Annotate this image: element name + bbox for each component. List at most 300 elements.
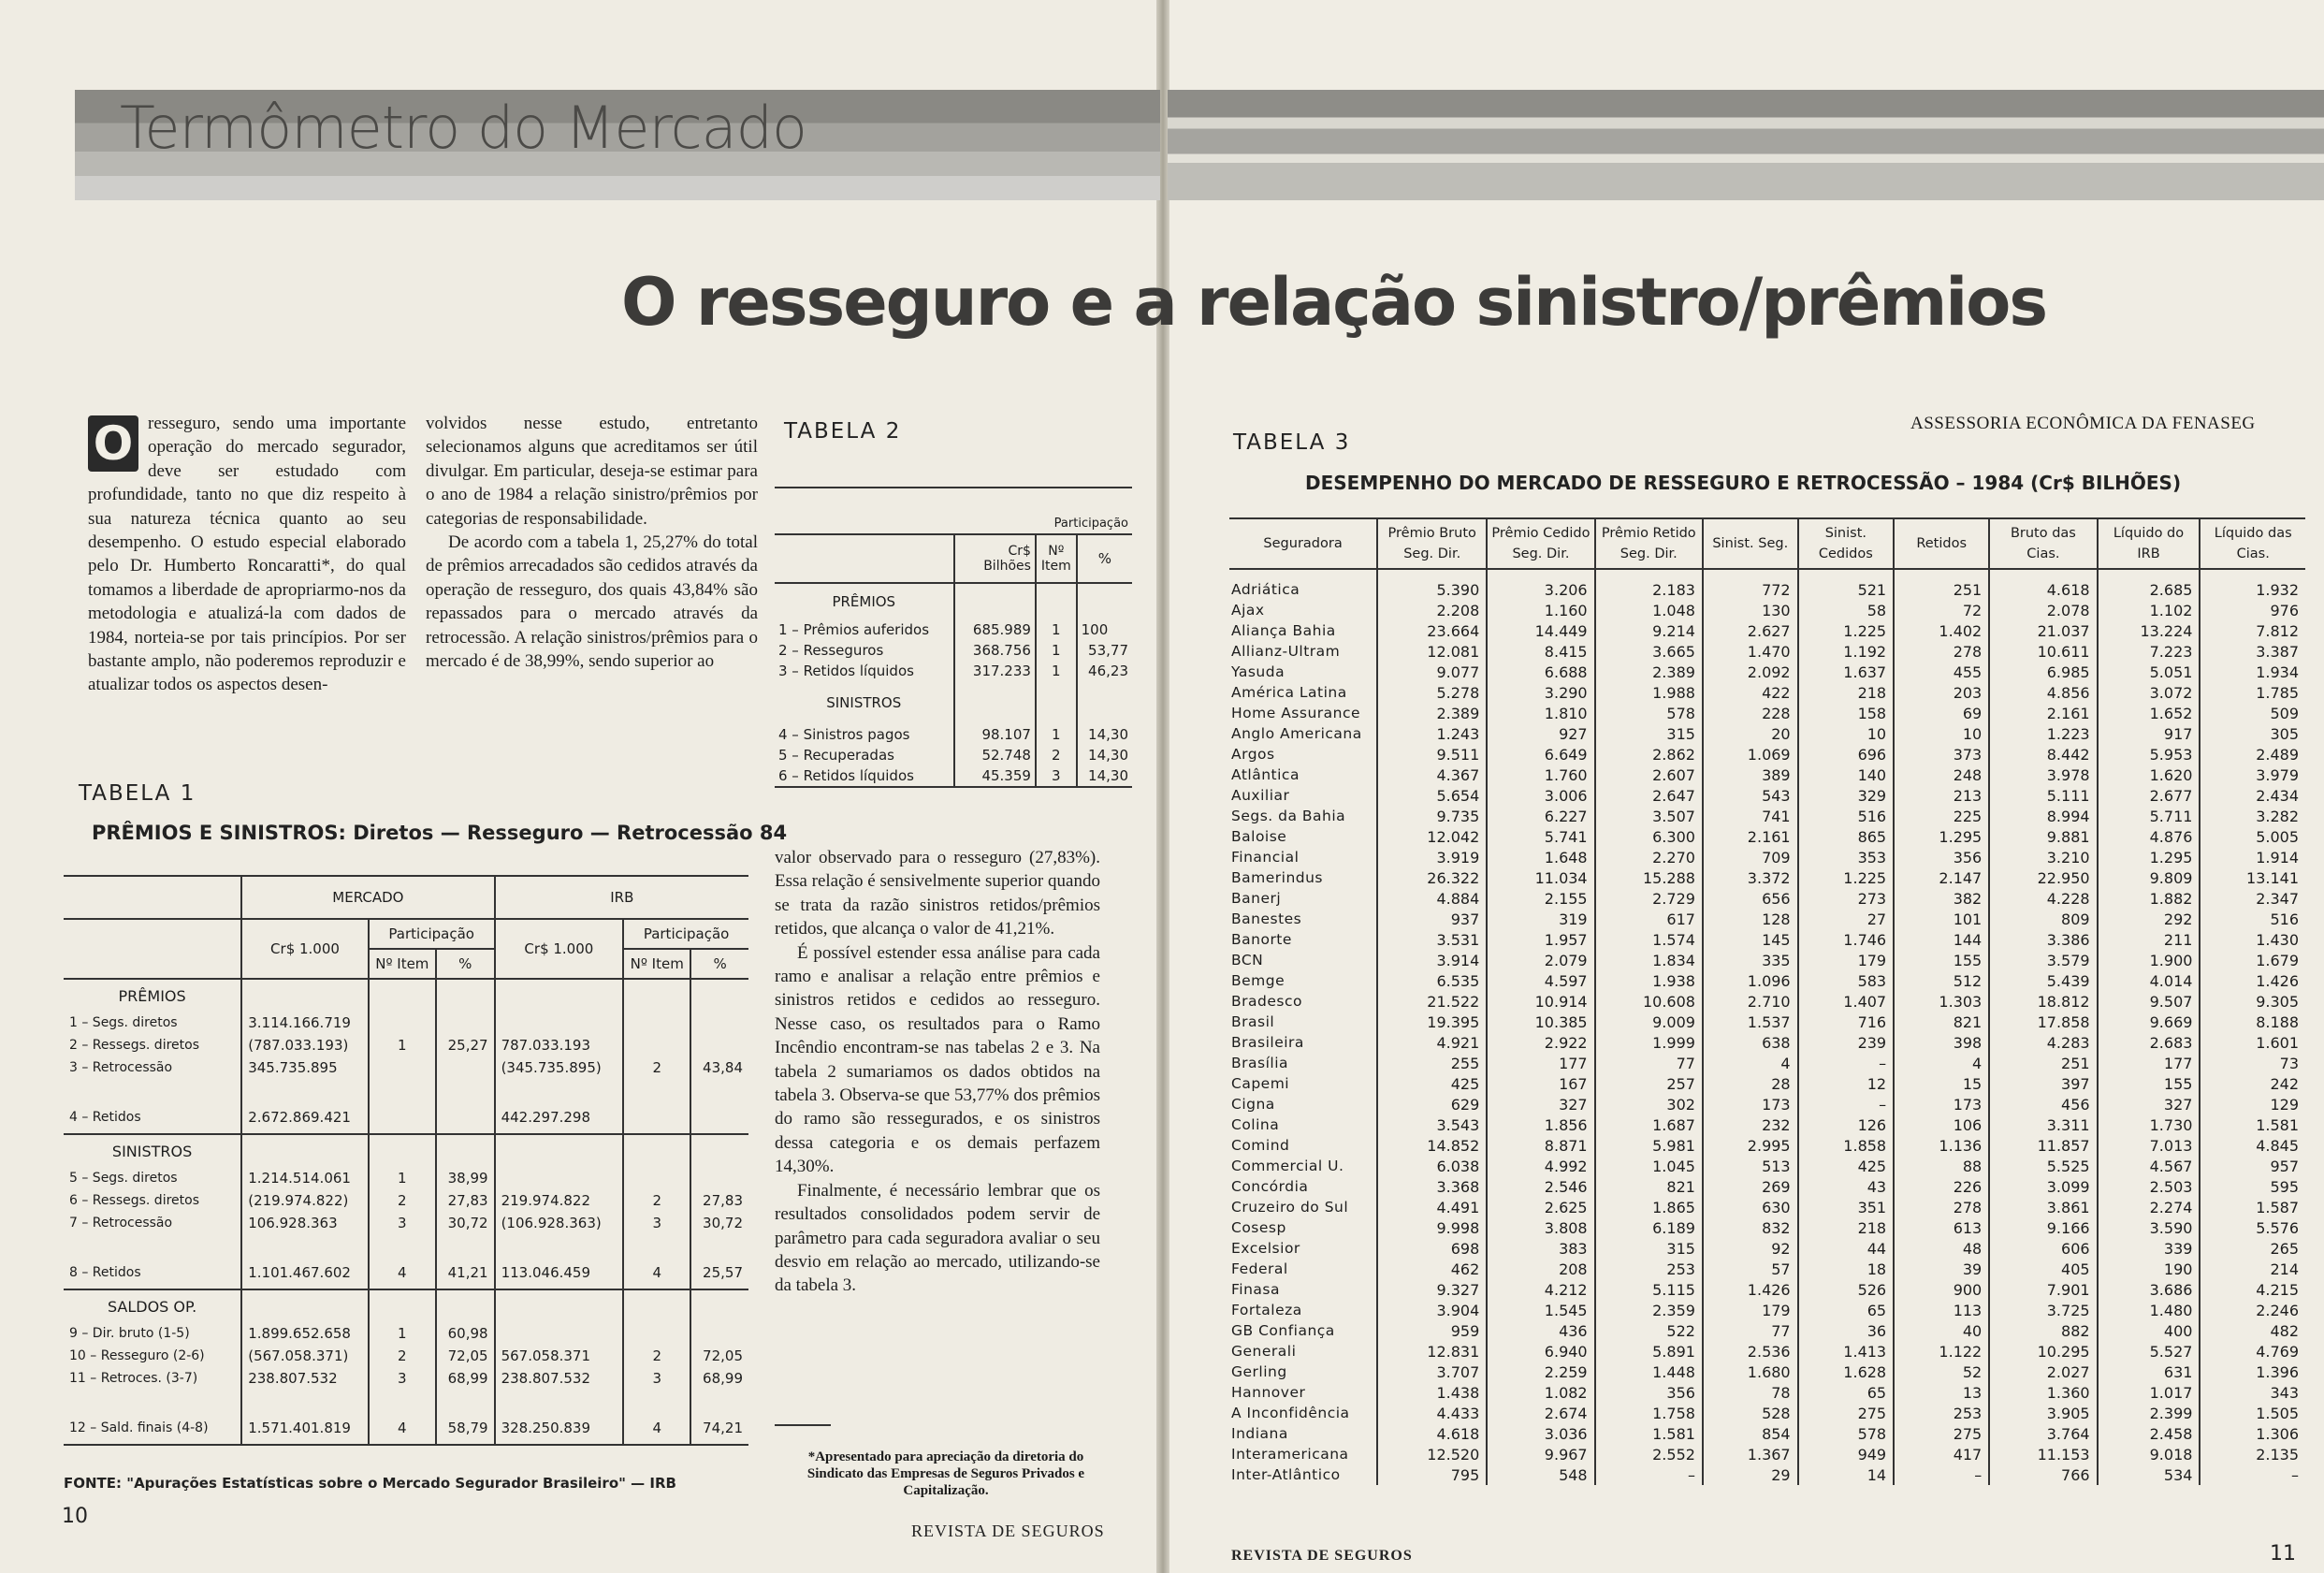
col-sinist-seg: Sinist. Seg. [1703, 518, 1798, 569]
table-cell: – [1894, 1464, 1989, 1485]
table-row: 12 – Sald. finais (4-8) 1.571.401.819 4 58,79 328.250.839 4 74,21 [64, 1412, 748, 1445]
col-premio-bruto: Prêmio Bruto Seg. Dir. [1377, 518, 1487, 569]
table-cell: 57 [1703, 1259, 1798, 1279]
table-cell: 1.834 [1595, 950, 1703, 970]
seguradora-name: Home Assurance [1231, 705, 1361, 721]
table-cell: 11.857 [1989, 1135, 2097, 1156]
table-row [1229, 970, 2305, 991]
table-cell: 58 [1798, 600, 1895, 620]
table2 [775, 487, 1132, 788]
table-row [1229, 1464, 2305, 1485]
table-cell: 821 [1595, 1176, 1703, 1197]
table-cell: 1.295 [2098, 847, 2201, 867]
table-row [1229, 1341, 2305, 1362]
table-cell: 12 [1798, 1073, 1895, 1094]
table-cell: 179 [1798, 950, 1895, 970]
col-premio-retido: Prêmio Retido Seg. Dir. [1595, 518, 1703, 569]
article-paragraph: volvidos nesse estudo, entretanto selecionamos alguns que acreditamos ser útil divulgar. Em particular, deseja-se estimar para o ano de 1984 a relação sinistro/prêmios por categorias de responsabilidade. [426, 414, 758, 529]
table-cell: 606 [1989, 1238, 2097, 1259]
table-cell: 8.871 [1487, 1135, 1594, 1156]
table-row [1229, 1012, 2305, 1032]
table-cell: 3.387 [2200, 641, 2305, 662]
table-cell: 44 [1798, 1238, 1895, 1259]
table-cell: 12.831 [1377, 1341, 1487, 1362]
table-cell: 548 [1487, 1464, 1594, 1485]
seguradora-name: Comind [1231, 1137, 1290, 1154]
table-row [1229, 620, 2305, 641]
table-cell: 10.611 [1989, 641, 2097, 662]
seguradora-name: Colina [1231, 1116, 1280, 1133]
article-column-1 [88, 412, 406, 697]
table-cell: 15 [1894, 1073, 1989, 1094]
table-row [1229, 1135, 2305, 1156]
table-cell: 696 [1798, 744, 1895, 765]
table-cell: 88 [1894, 1156, 1989, 1176]
table-cell: 1.679 [2200, 950, 2305, 970]
table-cell: 865 [1798, 826, 1895, 847]
table-cell: 3.368 [1377, 1176, 1487, 1197]
table-cell: 583 [1798, 970, 1895, 991]
table-row [1229, 600, 2305, 620]
table-cell: 1.480 [2098, 1300, 2201, 1320]
table-row [1229, 991, 2305, 1012]
table-cell: 5.390 [1377, 569, 1487, 600]
table-cell: 72 [1894, 600, 1989, 620]
table-cell: 9.018 [2098, 1444, 2201, 1464]
table-cell: 741 [1703, 806, 1798, 826]
table-row: 2 – Ressegs. diretos (787.033.193) 1 25,27 787.033.193 [64, 1034, 748, 1056]
seguradora-name: Gerling [1231, 1363, 1287, 1380]
page-number-left: 10 [62, 1505, 88, 1528]
table-cell: 2.489 [2200, 744, 2305, 765]
table3-subtitle: DESEMPENHO DO MERCADO DE RESSEGURO E RETROCESSÃO – 1984 (Cr$ BILHÕES) [1305, 472, 2182, 494]
table-cell: 4.567 [2098, 1156, 2201, 1176]
seguradora-name: América Latina [1231, 684, 1347, 701]
table-cell: 22.950 [1989, 867, 2097, 888]
seguradora-name: A Inconfidência [1231, 1405, 1350, 1421]
article-paragraph: valor observado para o resseguro (27,83%). Essa relação é sensivelmente superior quando se trata da razão sinistros retidos/prêmios retidos, que alcança o valor de 41,21%. [775, 848, 1100, 939]
table-cell: 126 [1798, 1114, 1895, 1135]
seguradora-name: Cigna [1231, 1096, 1275, 1113]
seguradora-name: Argos [1231, 746, 1275, 763]
table-cell: 3.904 [1377, 1300, 1487, 1320]
table-cell: 12.081 [1377, 641, 1487, 662]
seguradora-name: Fortaleza [1231, 1302, 1302, 1318]
table-cell: 129 [2200, 1094, 2305, 1114]
table-cell: 43 [1798, 1176, 1895, 1197]
table-cell: 2.161 [1703, 826, 1798, 847]
table-cell: 3.707 [1377, 1362, 1487, 1382]
table-cell: 462 [1377, 1259, 1487, 1279]
table-row [1229, 1444, 2305, 1464]
table-cell: 1.785 [2200, 682, 2305, 703]
table-cell: 15.288 [1595, 867, 1703, 888]
table-cell: 218 [1798, 1217, 1895, 1238]
table-cell: 1.448 [1595, 1362, 1703, 1382]
table-cell: 315 [1595, 1238, 1703, 1259]
table-cell: 976 [2200, 600, 2305, 620]
table-cell: 534 [2098, 1464, 2201, 1485]
table-cell: 1.758 [1595, 1403, 1703, 1423]
table-cell: 2.347 [2200, 888, 2305, 909]
table-cell: 190 [2098, 1259, 2201, 1279]
seguradora-name: Banorte [1231, 931, 1292, 948]
seguradora-name: Brasil [1231, 1013, 1275, 1030]
table-row [1229, 1032, 2305, 1053]
table-cell: 509 [2200, 703, 2305, 723]
table-cell: 1.858 [1798, 1135, 1895, 1156]
seguradora-name: Brasileira [1231, 1034, 1304, 1051]
page-number-right: 11 [2270, 1542, 2296, 1566]
table-cell: 638 [1703, 1032, 1798, 1053]
table-cell: 7.223 [2098, 641, 2201, 662]
table-cell: 353 [1798, 847, 1895, 867]
table-cell: 1.438 [1377, 1382, 1487, 1403]
seguradora-name: Banerj [1231, 890, 1282, 907]
seguradora-name: GB Confiança [1231, 1322, 1335, 1339]
seguradora-name: Commercial U. [1231, 1158, 1344, 1174]
table-cell: 1.430 [2200, 929, 2305, 950]
table-cell: 6.535 [1377, 970, 1487, 991]
table-cell: 422 [1703, 682, 1798, 703]
table-cell: – [1798, 1053, 1895, 1073]
table-cell: 959 [1377, 1320, 1487, 1341]
table-cell: 2.995 [1703, 1135, 1798, 1156]
table-cell: 1.243 [1377, 723, 1487, 744]
table-cell: 6.300 [1595, 826, 1703, 847]
table-row: 4 – Retidos 2.672.869.421 442.297.298 [64, 1101, 748, 1134]
table-cell: 1.601 [2200, 1032, 2305, 1053]
table-cell: 397 [1989, 1073, 2097, 1094]
table-cell: 10.295 [1989, 1341, 2097, 1362]
table-cell: 5.051 [2098, 662, 2201, 682]
seguradora-name: Brasília [1231, 1055, 1288, 1071]
table-cell: 327 [1487, 1094, 1594, 1114]
table-row [1229, 1217, 2305, 1238]
table-cell: 4.884 [1377, 888, 1487, 909]
table-cell: 2.399 [2098, 1403, 2201, 1423]
table-cell: 211 [2098, 929, 2201, 950]
table-cell: 2.677 [2098, 785, 2201, 806]
col-bruto-cias: Bruto das Cias. [1989, 518, 2097, 569]
seguradora-name: Bamerindus [1231, 869, 1324, 886]
seguradora-name: Baloise [1231, 828, 1287, 845]
table-cell: 795 [1377, 1464, 1487, 1485]
article-paragraph: Finalmente, é necessário lembrar que os resultados consolidados podem servir de parâmetro para cada seguradora avaliar o seu desvio em relação ao mercado, utilizando-se da tabela 3. [775, 1180, 1100, 1296]
col-pct: % [436, 949, 495, 979]
table-cell: 2.674 [1487, 1403, 1594, 1423]
table-row [1229, 1279, 2305, 1300]
table-cell: 351 [1798, 1197, 1895, 1217]
table-cell: 278 [1894, 641, 1989, 662]
col-liquido-cias: Líquido das Cias. [2200, 518, 2305, 569]
table-cell: 10 [1798, 723, 1895, 744]
seguradora-name: Banestes [1231, 910, 1302, 927]
table-cell: 578 [1798, 1423, 1895, 1444]
table-cell: 6.227 [1487, 806, 1594, 826]
table-cell: 2.458 [2098, 1423, 2201, 1444]
table-cell: 5.891 [1595, 1341, 1703, 1362]
table-cell: 631 [2098, 1362, 2201, 1382]
header-band-right [1168, 90, 2324, 200]
table-cell: 389 [1703, 765, 1798, 785]
table-cell: 179 [1703, 1300, 1798, 1320]
table-cell: 128 [1703, 909, 1798, 929]
table-cell: 17.858 [1989, 1012, 2097, 1032]
table-cell: 5.741 [1487, 826, 1594, 847]
table-cell: 315 [1595, 723, 1703, 744]
table-row [1229, 1300, 2305, 1320]
seguradora-name: Interamericana [1231, 1446, 1349, 1463]
table-cell: 854 [1703, 1423, 1798, 1444]
table-cell: 1.637 [1798, 662, 1895, 682]
table-cell: 2.208 [1377, 600, 1487, 620]
table-cell: 1.160 [1487, 600, 1594, 620]
table-cell: 2.274 [2098, 1197, 2201, 1217]
table-cell: 3.072 [2098, 682, 2201, 703]
table-cell: 232 [1703, 1114, 1798, 1135]
group-mercado: MERCADO [241, 876, 494, 919]
table-cell: 2.685 [2098, 569, 2201, 600]
table-cell: 1.122 [1894, 1341, 1989, 1362]
table-cell: 613 [1894, 1217, 1989, 1238]
col-sinist-cedidos: Sinist. Cedidos [1798, 518, 1895, 569]
table-cell: 14.449 [1487, 620, 1594, 641]
table-cell: 1.957 [1487, 929, 1594, 950]
table3 [1229, 517, 2305, 1485]
table-row: 3 – Retidos líquidos 317.233 1 46,23 [775, 661, 1132, 681]
section-title: Termômetro do Mercado [120, 94, 806, 162]
table-cell: 113 [1894, 1300, 1989, 1320]
table-cell: 13.141 [2200, 867, 2305, 888]
table-row: 3 – Retrocessão 345.735.895 (345.735.895) 2 43,84 [64, 1056, 748, 1079]
table-cell: 5.527 [2098, 1341, 2201, 1362]
table-cell: 130 [1703, 600, 1798, 620]
table-cell: 269 [1703, 1176, 1798, 1197]
table-cell: 2.092 [1703, 662, 1798, 682]
table-cell: 1.505 [2200, 1403, 2305, 1423]
table-cell: 158 [1798, 703, 1895, 723]
table-row: 11 – Retroces. (3-7) 238.807.532 3 68,99 238.807.532 3 68,99 [64, 1367, 748, 1390]
table-cell: 1.413 [1798, 1341, 1895, 1362]
seguradora-name: Cosesp [1231, 1219, 1286, 1236]
table-cell: 144 [1894, 929, 1989, 950]
table-cell: 8.188 [2200, 1012, 2305, 1032]
table-row [1229, 1238, 2305, 1259]
table-cell: 9.305 [2200, 991, 2305, 1012]
table-cell: 6.688 [1487, 662, 1594, 682]
seguradora-name: Atlântica [1231, 766, 1300, 783]
col-retidos: Retidos [1894, 518, 1989, 569]
article-paragraph: É possível estender essa análise para cada ramo e analisar a relação entre prêmios e sinistros retidos e cedidos ao resseguro. Nesse caso, os resultados para o Ramo Incêndio encontram-se nas tabelas 2 e 3. Na tabela 2 sumariamos os dados obtidos na tabela 3. Observa-se que 53,77% dos prêmios do ramo são ressegurados, e os sinistros dessa categoria e os demais perfazem 14,30%. [775, 942, 1100, 1177]
footnote-rule [775, 1424, 831, 1426]
table-cell: 6.985 [1989, 662, 2097, 682]
table-cell: 4.618 [1377, 1423, 1487, 1444]
table-cell: 173 [1703, 1094, 1798, 1114]
table-cell: 9.327 [1377, 1279, 1487, 1300]
table-cell: 239 [1798, 1032, 1895, 1053]
table-cell: 248 [1894, 765, 1989, 785]
table-cell: 69 [1894, 703, 1989, 723]
section-sinistros: SINISTROS [826, 694, 902, 711]
table-cell: 8.994 [1989, 806, 2097, 826]
table1-subtitle: PRÊMIOS E SINISTROS: Diretos — Resseguro — Retrocessão 84 [92, 822, 788, 844]
table-cell: 512 [1894, 970, 1989, 991]
table-cell: 1.730 [2098, 1114, 2201, 1135]
table-row [1229, 847, 2305, 867]
table-cell: 809 [1989, 909, 2097, 929]
table-cell: 302 [1595, 1094, 1703, 1114]
table-cell: 2.155 [1487, 888, 1594, 909]
table-cell: 436 [1487, 1320, 1594, 1341]
table-cell: 3.507 [1595, 806, 1703, 826]
col-seguradora: Seguradora [1263, 536, 1343, 551]
table-cell: 173 [1894, 1094, 1989, 1114]
table-cell: 2.536 [1703, 1341, 1798, 1362]
table-cell: 766 [1989, 1464, 2097, 1485]
table-cell: 2.546 [1487, 1176, 1594, 1197]
table1-source: FONTE: "Apurações Estatísticas sobre o Mercado Segurador Brasileiro" — IRB [64, 1475, 676, 1492]
table-cell: 1.306 [2200, 1423, 2305, 1444]
table-cell: 1.988 [1595, 682, 1703, 703]
table-cell: 12.520 [1377, 1444, 1487, 1464]
table-cell: 3.808 [1487, 1217, 1594, 1238]
table-cell: 3.979 [2200, 765, 2305, 785]
table-cell: 1.396 [2200, 1362, 2305, 1382]
table-cell: 155 [1894, 950, 1989, 970]
table-cell: 1.069 [1703, 744, 1798, 765]
table-row [1229, 744, 2305, 765]
table-cell: 335 [1703, 950, 1798, 970]
table-cell: 3.590 [2098, 1217, 2201, 1238]
table-cell: 5.278 [1377, 682, 1487, 703]
table-cell: 20 [1703, 723, 1798, 744]
table-cell: 3.579 [1989, 950, 2097, 970]
table-cell: 275 [1894, 1423, 1989, 1444]
table-cell: 2.359 [1595, 1300, 1703, 1320]
table-cell: 2.434 [2200, 785, 2305, 806]
table-row [1229, 785, 2305, 806]
table-cell: 9.214 [1595, 620, 1703, 641]
seguradora-name: Capemi [1231, 1075, 1290, 1092]
table-cell: 3.861 [1989, 1197, 2097, 1217]
table-row [1229, 765, 2305, 785]
seguradora-name: Indiana [1231, 1425, 1288, 1442]
table-cell: 528 [1703, 1403, 1798, 1423]
table-cell: 1.537 [1703, 1012, 1798, 1032]
footnote: *Apresentado para apreciação da diretoria do Sindicato das Empresas de Seguros Privados e Capitalização. [806, 1449, 1085, 1498]
table-cell: 92 [1703, 1238, 1798, 1259]
table-cell: 2.607 [1595, 765, 1703, 785]
table-row: 6 – Retidos líquidos 45.359 3 14,30 [775, 765, 1132, 787]
table-cell: 11.153 [1989, 1444, 2097, 1464]
table-cell: 2.135 [2200, 1444, 2305, 1464]
table-cell: 3.919 [1377, 847, 1487, 867]
table-cell: 1.426 [1703, 1279, 1798, 1300]
table-cell: 225 [1894, 806, 1989, 826]
table-cell: 3.290 [1487, 682, 1594, 703]
table-cell: 400 [2098, 1320, 2201, 1341]
table-cell: 9.967 [1487, 1444, 1594, 1464]
table-cell: 5.525 [1989, 1156, 2097, 1176]
table-cell: 18.812 [1989, 991, 2097, 1012]
table-cell: 2.389 [1595, 662, 1703, 682]
table-cell: 1.810 [1487, 703, 1594, 723]
table-cell: 1.581 [2200, 1114, 2305, 1135]
table-cell: 5.115 [1595, 1279, 1703, 1300]
table-cell: 78 [1703, 1382, 1798, 1403]
table-cell: 1.760 [1487, 765, 1594, 785]
table-cell: 4.618 [1989, 569, 2097, 600]
col-value: Cr$ 1.000 [495, 919, 624, 979]
table-cell: 4.992 [1487, 1156, 1594, 1176]
table-cell: 1.938 [1595, 970, 1703, 991]
table-row: 2 – Resseguros 368.756 1 53,77 [775, 640, 1132, 661]
table-cell: 513 [1703, 1156, 1798, 1176]
table-cell: 21.522 [1377, 991, 1487, 1012]
table-cell: 65 [1798, 1382, 1895, 1403]
table-cell: 106 [1894, 1114, 1989, 1135]
table-cell: 9.507 [2098, 991, 2201, 1012]
table-cell: 9.809 [2098, 867, 2201, 888]
table-cell: 177 [2098, 1053, 2201, 1073]
table-cell: 4.491 [1377, 1197, 1487, 1217]
table-cell: – [1798, 1094, 1895, 1114]
seguradora-name: Inter-Atlântico [1231, 1466, 1341, 1483]
table-cell: 13 [1894, 1382, 1989, 1403]
table-cell: 39 [1894, 1259, 1989, 1279]
table-cell: 9.511 [1377, 744, 1487, 765]
table-row [1229, 1094, 2305, 1114]
table-cell: 1.225 [1798, 620, 1895, 641]
table-cell: 595 [2200, 1176, 2305, 1197]
group-irb: IRB [495, 876, 748, 919]
table-cell: 253 [1595, 1259, 1703, 1279]
table-cell: 5.654 [1377, 785, 1487, 806]
table-cell: 709 [1703, 847, 1798, 867]
table-cell: 327 [2098, 1094, 2201, 1114]
table-cell: 29 [1703, 1464, 1798, 1485]
table-cell: 1.900 [2098, 950, 2201, 970]
table-cell: 5.711 [2098, 806, 2201, 826]
table-cell: 425 [1377, 1073, 1487, 1094]
table-cell: 2.270 [1595, 847, 1703, 867]
table-cell: 253 [1894, 1403, 1989, 1423]
table-cell: 155 [2098, 1073, 2201, 1094]
table-cell: 383 [1487, 1238, 1594, 1259]
table-cell: 2.922 [1487, 1032, 1594, 1053]
table-cell: – [2200, 1464, 2305, 1485]
table-cell: 2.625 [1487, 1197, 1594, 1217]
col-value: Cr$ Bilhões [954, 534, 1036, 583]
table-cell: 949 [1798, 1444, 1895, 1464]
table-cell: 526 [1798, 1279, 1895, 1300]
table-cell: 3.006 [1487, 785, 1594, 806]
col-participacao: Participação [369, 919, 495, 949]
table-cell: 1.136 [1894, 1135, 1989, 1156]
table-row [1229, 1362, 2305, 1382]
table-cell: 1.360 [1989, 1382, 2097, 1403]
table1-label: TABELA 1 [79, 781, 196, 806]
table-cell: 3.210 [1989, 847, 2097, 867]
table-row: 9 – Dir. bruto (1-5) 1.899.652.658 1 60,98 [64, 1322, 748, 1345]
table-cell: 3.386 [1989, 929, 2097, 950]
table-cell: 8.415 [1487, 641, 1594, 662]
col-pct: % [690, 949, 748, 979]
table-cell: 1.652 [2098, 703, 2201, 723]
table-cell: 213 [1894, 785, 1989, 806]
table-cell: 482 [2200, 1320, 2305, 1341]
